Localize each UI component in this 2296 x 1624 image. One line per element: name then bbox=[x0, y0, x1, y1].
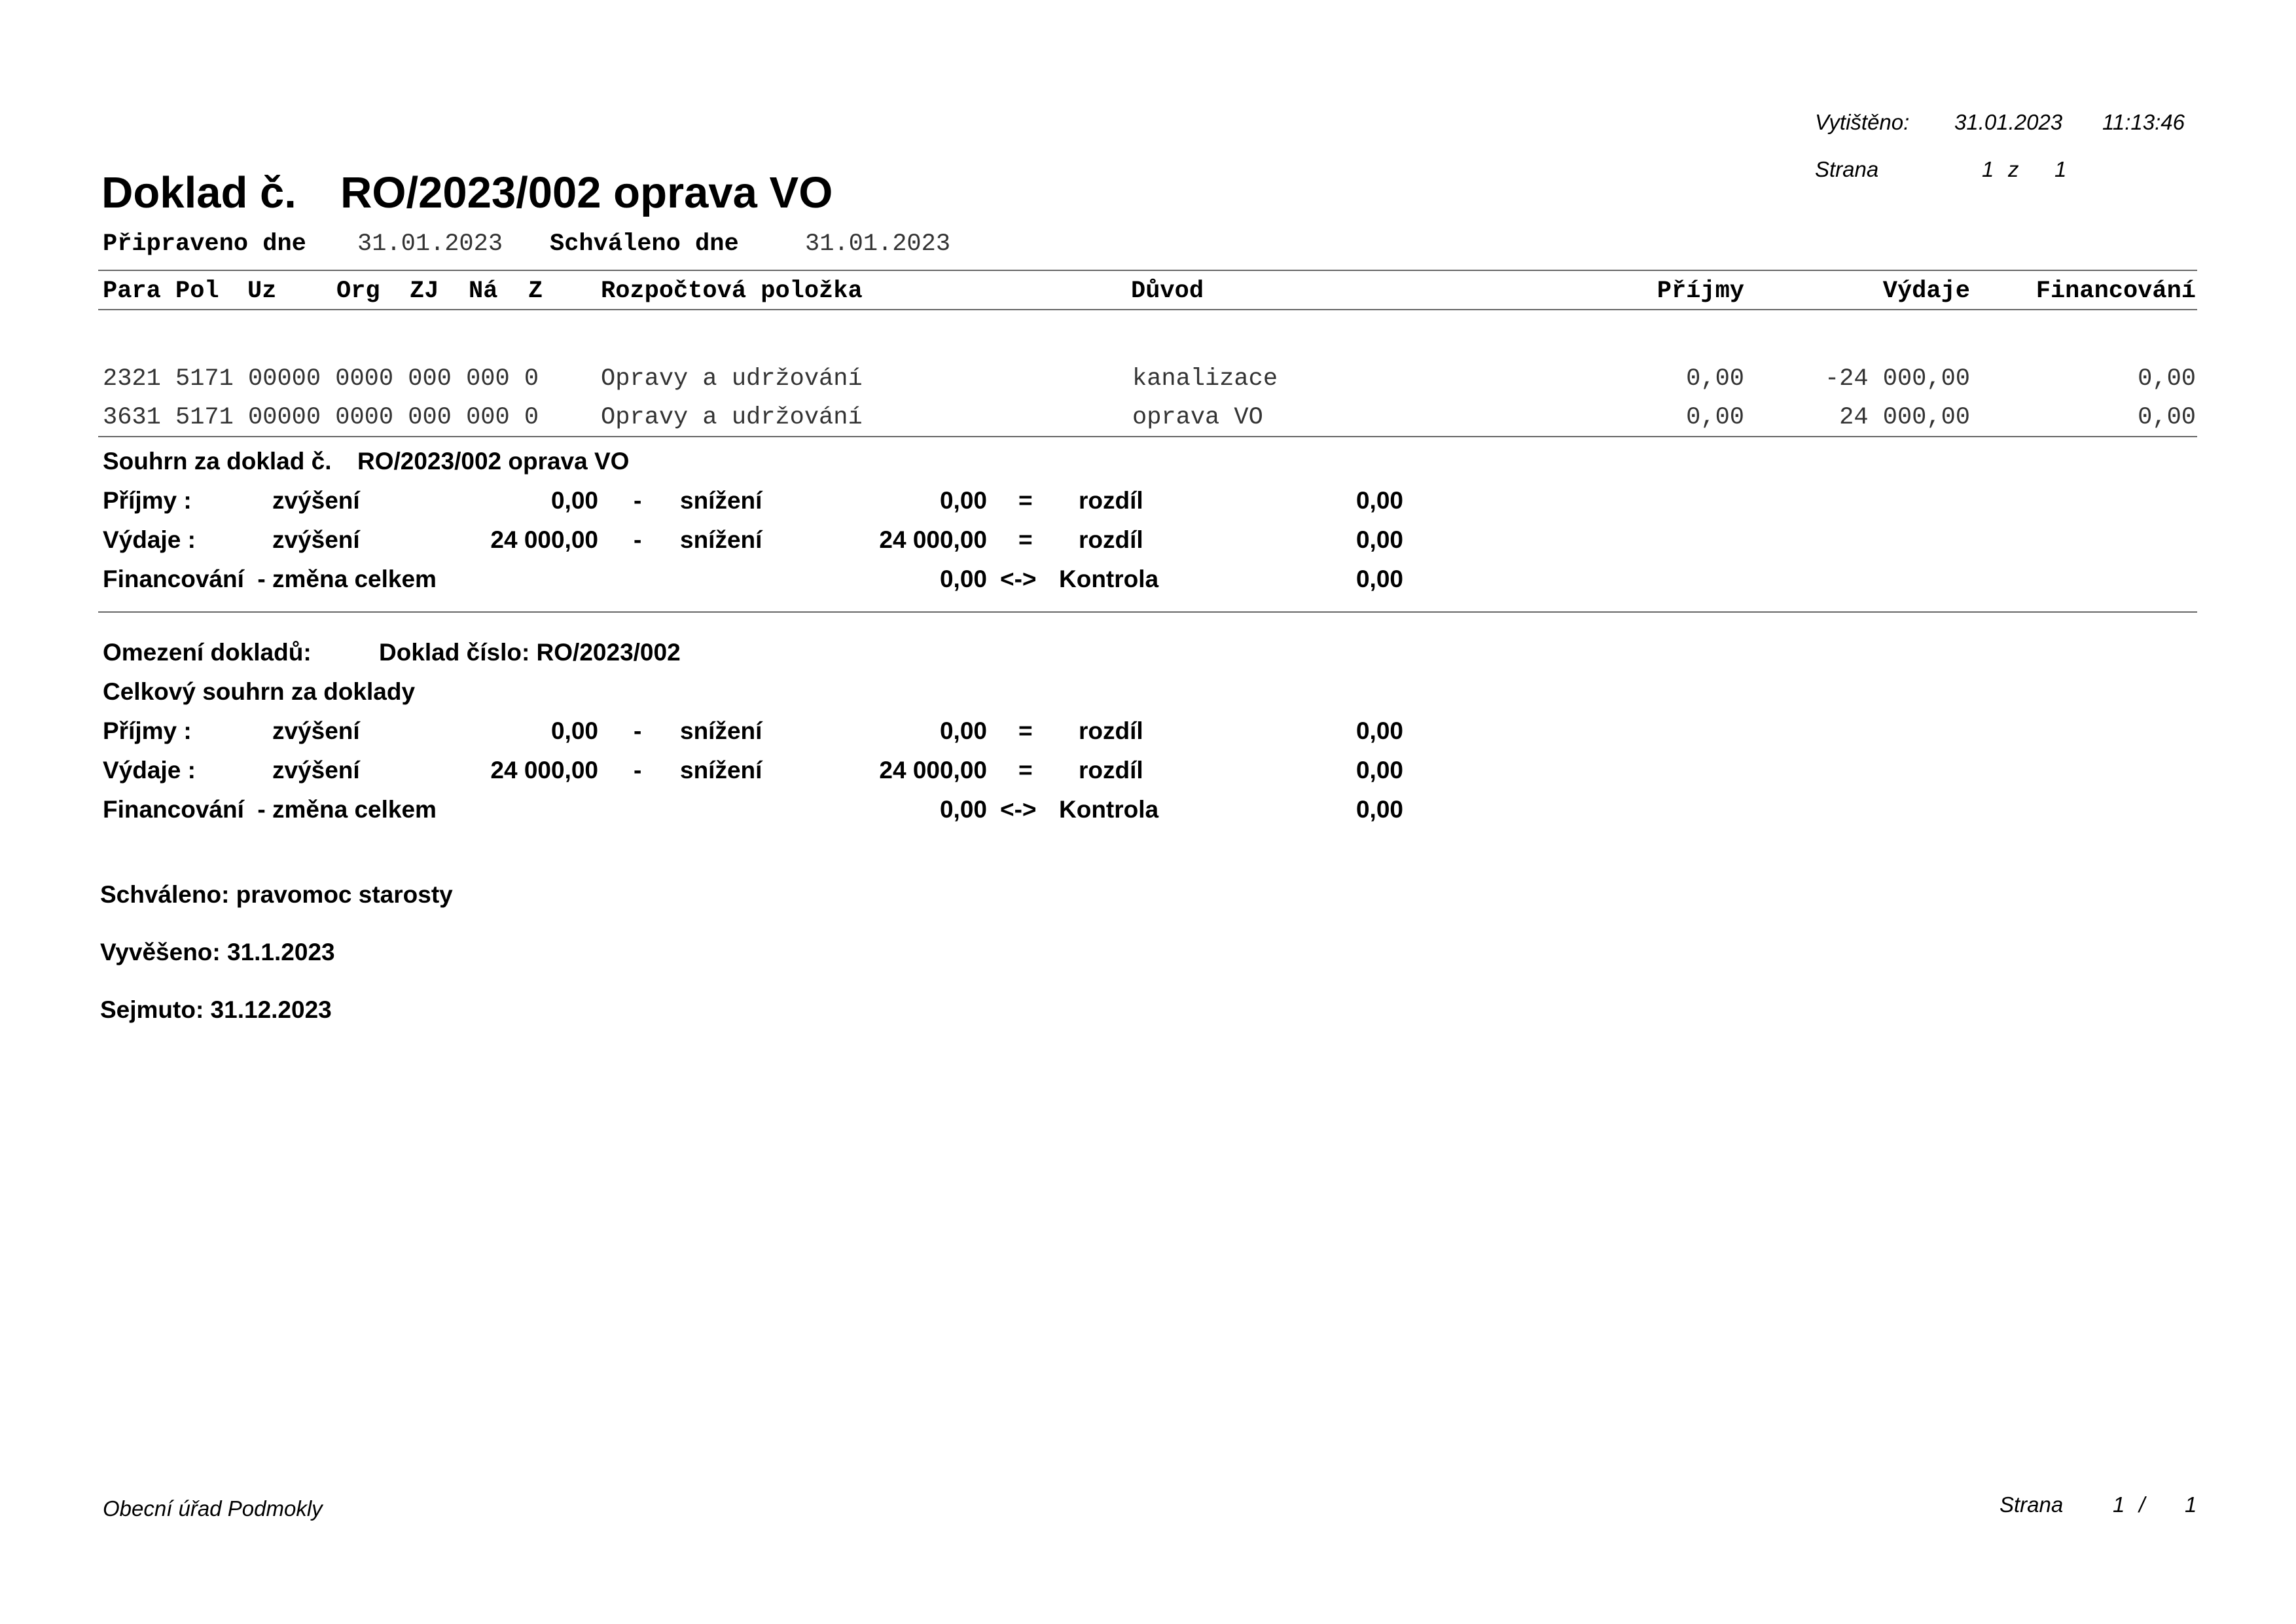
total-income-dec: 0,00 bbox=[939, 717, 987, 744]
filter-value: Doklad číslo: RO/2023/002 bbox=[379, 639, 681, 666]
summary-expense-dec: 24 000,00 bbox=[879, 526, 987, 553]
row-reason: oprava VO bbox=[1132, 404, 1263, 431]
prepared-date: 31.01.2023 bbox=[357, 230, 503, 258]
row-income: 0,00 bbox=[1686, 365, 1744, 393]
row-income: 0,00 bbox=[1686, 404, 1744, 431]
summary-expense-diff: 0,00 bbox=[1355, 526, 1403, 553]
summary-expense-diff-label: rozdíl bbox=[1079, 526, 1143, 553]
document-title-number: RO/2023/002 oprava VO bbox=[340, 168, 833, 217]
table-bottom-rule bbox=[98, 436, 2197, 437]
footer-office: Obecní úřad Podmokly bbox=[103, 1496, 323, 1521]
total-check-label: Kontrola bbox=[1059, 796, 1159, 823]
col-header-expense: Výdaje bbox=[1882, 278, 1970, 305]
summary-expense-minus: - bbox=[634, 526, 642, 553]
total-expense-dec-label: snížení bbox=[680, 757, 762, 784]
removed-note: Sejmuto: 31.12.2023 bbox=[100, 996, 332, 1023]
col-header-pol: Pol bbox=[175, 278, 219, 305]
summary-income-dec-label: snížení bbox=[680, 487, 762, 514]
approved-date: 31.01.2023 bbox=[805, 230, 951, 258]
row-codes: 3631 5171 00000 0000 000 000 0 bbox=[103, 404, 539, 431]
total-expense-label: Výdaje : bbox=[103, 757, 196, 784]
header-top-rule bbox=[98, 270, 2197, 271]
row-codes: 2321 5171 00000 0000 000 000 0 bbox=[103, 365, 539, 393]
total-financing-value: 0,00 bbox=[939, 796, 987, 823]
total-income-inc-label: zvýšení bbox=[272, 717, 360, 744]
prepared-label: Připraveno dne bbox=[103, 230, 306, 258]
col-header-financing: Financování bbox=[2036, 278, 2196, 305]
row-financing: 0,00 bbox=[2138, 365, 2196, 393]
summary-expense-inc-label: zvýšení bbox=[272, 526, 360, 553]
summary-income-inc: 0,00 bbox=[550, 487, 598, 514]
col-header-org: Org bbox=[336, 278, 380, 305]
summary-financing-label: Financování - změna celkem bbox=[103, 566, 437, 592]
posted-note: Vyvěšeno: 31.1.2023 bbox=[100, 939, 335, 965]
total-check-value: 0,00 bbox=[1355, 796, 1403, 823]
summary-divider bbox=[98, 611, 2197, 613]
printed-time: 11:13:46 bbox=[2102, 110, 2185, 134]
total-financing-arrow: <-> bbox=[1000, 796, 1037, 823]
summary-income-diff-label: rozdíl bbox=[1079, 487, 1143, 514]
summary-financing-value: 0,00 bbox=[939, 566, 987, 592]
summary-expense-label: Výdaje : bbox=[103, 526, 196, 553]
total-expense-minus: - bbox=[634, 757, 642, 784]
summary-title-value: RO/2023/002 oprava VO bbox=[357, 448, 630, 475]
summary-expense-inc: 24 000,00 bbox=[490, 526, 598, 553]
header-bottom-rule bbox=[98, 309, 2197, 310]
total-income-dec-label: snížení bbox=[680, 717, 762, 744]
col-header-zj: ZJ bbox=[410, 278, 439, 305]
total-income-minus: - bbox=[634, 717, 642, 744]
total-expense-dec: 24 000,00 bbox=[879, 757, 987, 784]
row-item: Opravy a udržování bbox=[601, 365, 863, 393]
total-income-eq: = bbox=[1018, 717, 1033, 744]
col-header-reason: Důvod bbox=[1131, 278, 1204, 305]
total-income-diff: 0,00 bbox=[1355, 717, 1403, 744]
col-header-item: Rozpočtová položka bbox=[601, 278, 863, 305]
summary-expense-dec-label: snížení bbox=[680, 526, 762, 553]
row-item: Opravy a udržování bbox=[601, 404, 863, 431]
total-expense-eq: = bbox=[1018, 757, 1033, 784]
filter-label: Omezení dokladů: bbox=[103, 639, 312, 666]
row-financing: 0,00 bbox=[2138, 404, 2196, 431]
page-total: 1 bbox=[2054, 157, 2067, 181]
page-label: Strana bbox=[1815, 157, 1879, 181]
col-header-z: Z bbox=[528, 278, 543, 305]
total-financing-label: Financování - změna celkem bbox=[103, 796, 437, 823]
footer-page-total: 1 bbox=[2185, 1492, 2197, 1517]
total-expense-inc: 24 000,00 bbox=[490, 757, 598, 784]
summary-income-diff: 0,00 bbox=[1355, 487, 1403, 514]
row-expense: 24 000,00 bbox=[1839, 404, 1970, 431]
summary-title-label: Souhrn za doklad č. bbox=[103, 448, 332, 475]
total-expense-diff-label: rozdíl bbox=[1079, 757, 1143, 784]
page-current: 1 bbox=[1982, 157, 1994, 181]
summary-income-inc-label: zvýšení bbox=[272, 487, 360, 514]
summary-check-label: Kontrola bbox=[1059, 566, 1159, 592]
total-expense-diff: 0,00 bbox=[1355, 757, 1403, 784]
col-header-uz: Uz bbox=[247, 278, 277, 305]
summary-income-label: Příjmy : bbox=[103, 487, 192, 514]
total-summary-title: Celkový souhrn za doklady bbox=[103, 678, 416, 705]
row-reason: kanalizace bbox=[1132, 365, 1278, 393]
summary-income-eq: = bbox=[1018, 487, 1033, 514]
col-header-income: Příjmy bbox=[1657, 278, 1744, 305]
footer-page-label: Strana bbox=[2000, 1492, 2064, 1517]
summary-income-minus: - bbox=[634, 487, 642, 514]
col-header-para: Para bbox=[103, 278, 161, 305]
summary-income-dec: 0,00 bbox=[939, 487, 987, 514]
row-expense: -24 000,00 bbox=[1824, 365, 1970, 393]
col-header-na: Ná bbox=[469, 278, 498, 305]
summary-check-value: 0,00 bbox=[1355, 566, 1403, 592]
page-of: z bbox=[2008, 157, 2019, 181]
total-income-inc: 0,00 bbox=[550, 717, 598, 744]
document-title-label: Doklad č. bbox=[101, 168, 296, 217]
total-income-label: Příjmy : bbox=[103, 717, 192, 744]
summary-expense-eq: = bbox=[1018, 526, 1033, 553]
footer-page-sep: / bbox=[2139, 1492, 2145, 1517]
footer-page-current: 1 bbox=[2113, 1492, 2125, 1517]
total-expense-inc-label: zvýšení bbox=[272, 757, 360, 784]
printed-label: Vytištěno: bbox=[1815, 110, 1910, 134]
total-income-diff-label: rozdíl bbox=[1079, 717, 1143, 744]
approval-note: Schváleno: pravomoc starosty bbox=[100, 881, 453, 908]
approved-label: Schváleno dne bbox=[550, 230, 739, 258]
summary-financing-arrow: <-> bbox=[1000, 566, 1037, 592]
printed-date: 31.01.2023 bbox=[1954, 110, 2063, 134]
